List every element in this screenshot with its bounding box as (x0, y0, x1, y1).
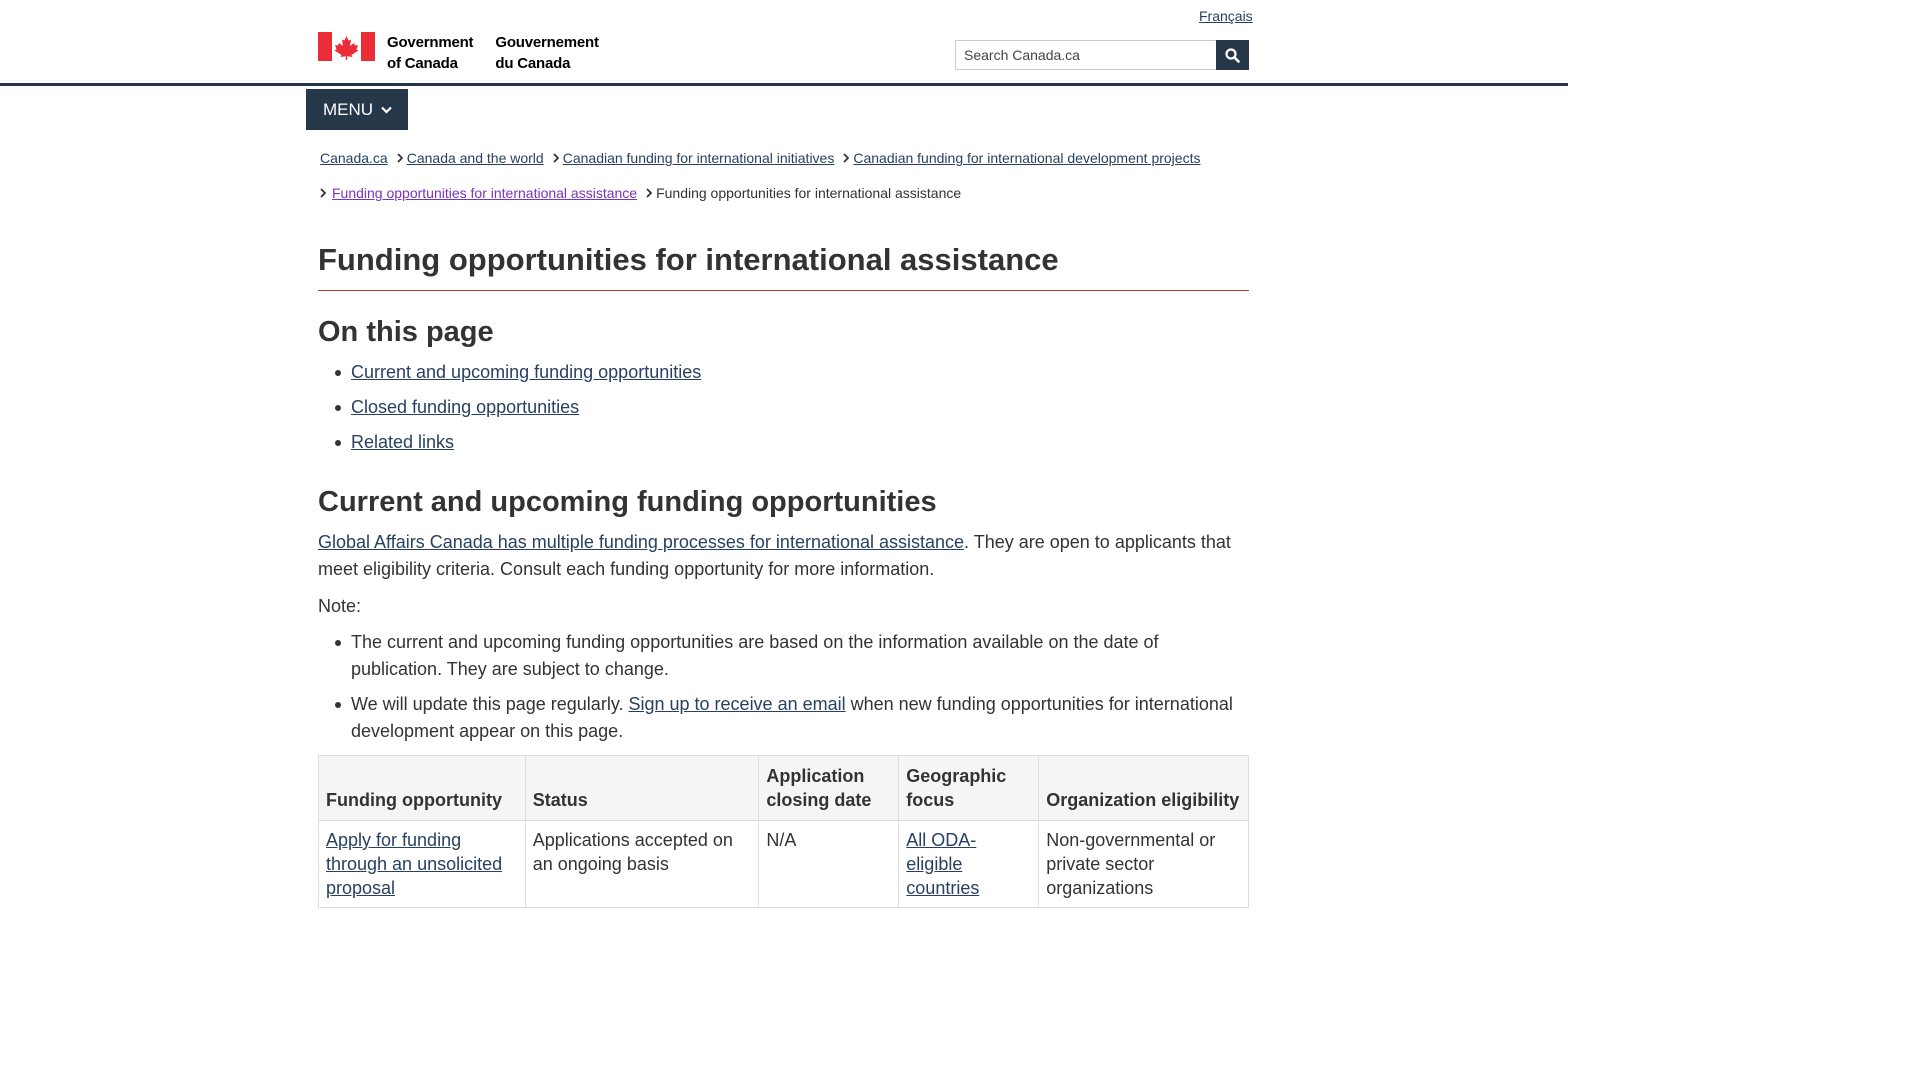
note-text-1: The current and upcoming funding opportunities are based on the information available on the date of publication. They are subject to change. (351, 632, 1159, 679)
chevron-right-icon (397, 153, 403, 163)
funding-opportunities-table (318, 755, 1249, 908)
list-item (351, 629, 1251, 683)
column-header-organization-eligibility: Organization eligibility (1039, 756, 1249, 821)
toc-link-current-opportunities[interactable]: Current and upcoming funding opportunities (351, 362, 702, 382)
chevron-right-icon (646, 188, 652, 198)
breadcrumb-link-canada-and-the-world[interactable]: Canada and the world (406, 150, 544, 166)
breadcrumb-link-funding-opportunities[interactable]: Funding opportunities for international assistance (332, 185, 638, 201)
canada-flag-icon (318, 32, 375, 61)
note-label: Note: (318, 596, 362, 616)
breadcrumb (320, 148, 1220, 203)
column-header-status: Status (525, 756, 759, 821)
toc-link-closed-opportunities[interactable]: Closed funding opportunities (351, 397, 580, 417)
table-header-row (319, 756, 1249, 821)
chevron-right-icon (553, 153, 559, 163)
email-signup-link[interactable]: Sign up to receive an email (628, 694, 846, 714)
intro-text: . They are open to applicants that meet eligibility criteria. Consult each funding opportunity for more information. (318, 532, 1231, 579)
table-row (319, 821, 1249, 908)
toc-link-related-links[interactable]: Related links (351, 432, 455, 452)
breadcrumb-link-international-initiatives[interactable]: Canadian funding for international initiatives (562, 150, 835, 166)
main-menu-button[interactable] (306, 89, 408, 130)
list-item (351, 394, 701, 421)
table-cell (899, 821, 1039, 908)
unsolicited-proposal-link[interactable]: Apply for funding through an unsolicited proposal (326, 830, 503, 898)
on-this-page-heading: On this page (318, 316, 494, 348)
notes-list (351, 629, 1251, 745)
list-item (351, 691, 1251, 745)
search-button[interactable] (1216, 40, 1249, 70)
breadcrumb-link-canada-ca[interactable]: Canada.ca (320, 150, 388, 166)
site-search (955, 40, 1249, 70)
breadcrumb-current: Funding opportunities for international assistance (656, 185, 962, 201)
search-icon (1225, 48, 1240, 63)
column-header-geographic-focus: Geographic focus (899, 756, 1039, 821)
menu-label: MENU (323, 99, 374, 119)
table-cell: Applications accepted on an ongoing basis (525, 821, 759, 908)
table-cell: Non-governmental or private sector organizations (1039, 821, 1249, 908)
chevron-right-icon (320, 188, 326, 198)
government-of-canada-logo[interactable] (318, 32, 599, 74)
intro-paragraph (318, 529, 1253, 583)
list-item (351, 359, 701, 386)
funding-processes-link[interactable]: Global Affairs Canada has multiple funding processes for international assistance (318, 532, 965, 552)
search-input[interactable] (955, 40, 1216, 70)
breadcrumb-link-development-projects[interactable]: Canadian funding for international development projects (853, 150, 1201, 166)
site-header (0, 0, 1568, 86)
table-cell: N/A (759, 821, 899, 908)
gov-name-fr: Gouvernement du Canada (495, 34, 599, 72)
column-header-funding-opportunity: Funding opportunity (319, 756, 526, 821)
table-of-contents (351, 359, 701, 456)
current-opportunities-heading: Current and upcoming funding opportunities (318, 486, 937, 518)
chevron-down-icon (381, 106, 392, 114)
table-cell (319, 821, 526, 908)
language-toggle-link[interactable]: Français (1199, 8, 1253, 24)
page-title: Funding opportunities for international assistance (318, 242, 1249, 291)
list-item (351, 429, 701, 456)
gov-name-en: Government of Canada (387, 34, 474, 72)
note-text-2-end: when new funding opportunities for international development appear on this page. (351, 694, 1233, 741)
column-header-closing-date: Application closing date (759, 756, 899, 821)
oda-eligible-countries-link[interactable]: All ODA-eligible countries (906, 830, 980, 898)
note-text-2-start: We will update this page regularly. (351, 694, 629, 714)
chevron-right-icon (843, 153, 849, 163)
